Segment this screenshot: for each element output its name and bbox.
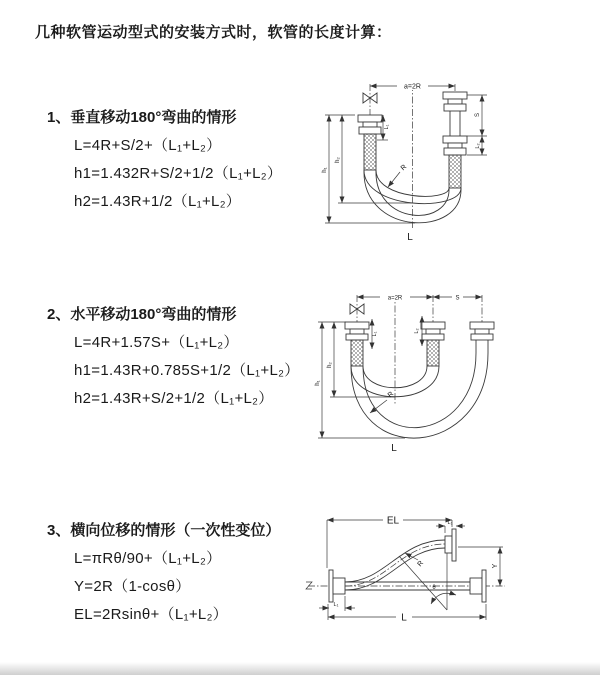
section-3-heading: 3、横向位移的情形（一次性变位）	[47, 522, 281, 539]
d2-label-r: R	[386, 390, 396, 400]
d1-label-h2: h₂	[335, 157, 341, 163]
left-flange	[329, 570, 345, 602]
page-bottom-edge	[0, 662, 600, 675]
d3-label-r: R	[416, 559, 426, 569]
formula-h1: h1=1.43R+0.785S+1/2（L₁+L₂）	[74, 362, 300, 379]
d1-label-l: L	[407, 232, 413, 243]
d2-label-s: S	[455, 295, 460, 302]
formula-h1: h1=1.432R+S/2+1/2（L₁+L₂）	[74, 165, 283, 182]
d2-label-l: L	[391, 443, 397, 454]
middle-hose-fitting	[421, 322, 445, 366]
formula-y: Y=2R（1-cosθ）	[74, 578, 191, 595]
formula-h2: h2=1.43R+S/2+1/2（L₁+L₂）	[74, 390, 274, 407]
formula-l: L=πRθ/90+（L₁+L₂）	[74, 550, 222, 567]
diagram-vertical-180-bend	[315, 70, 530, 254]
left-hose-fitting	[345, 322, 369, 366]
angle-construction	[399, 553, 456, 610]
d1-label-l1: L₁	[384, 124, 390, 130]
d3-label-el: EL	[386, 515, 400, 527]
d1-label-h1: h₁	[322, 167, 328, 173]
right-hose-fitting	[470, 322, 494, 353]
d3-label-l1-top: L₁	[447, 520, 453, 526]
diagram-horizontal-180-bend	[310, 283, 545, 461]
formula-h2: h2=1.43R+1/2（L₁+L₂）	[74, 193, 242, 210]
hose-curves	[351, 353, 488, 438]
diagram-vertical-180-bend-svg	[315, 70, 530, 254]
formula-l: L=4R+S/2+（L₁+L₂）	[74, 137, 222, 154]
page-title: 几种软管运动型式的安装方式时，软管的长度计算：	[35, 24, 392, 41]
d2-label-width: a=2R	[387, 295, 403, 302]
d1-label-width: a=2R	[404, 83, 421, 91]
diagram-horizontal-180-bend-svg	[310, 283, 545, 461]
curved-hose	[345, 529, 456, 590]
d3-label-l: L	[401, 612, 407, 624]
d1-label-l2: L₂	[475, 143, 481, 149]
d3-label-l1-bottom: L₁	[333, 602, 339, 608]
diagram-lateral-displacement	[300, 505, 515, 637]
d2-label-l1: L₁	[372, 331, 378, 337]
d1-label-r: R	[399, 163, 409, 173]
centerline-break-mark	[306, 582, 312, 589]
d3-label-theta: θ	[432, 585, 436, 591]
d2-label-l2: L₂	[414, 328, 420, 334]
d2-label-h1: h₁	[315, 380, 321, 386]
section-1-heading: 1、垂直移动180°弯曲的情形	[47, 109, 237, 126]
d1-label-s: S	[475, 112, 481, 118]
left-hose-fitting	[358, 115, 382, 170]
formula-l: L=4R+1.57S+（L₁+L₂）	[74, 334, 239, 351]
diagram-lateral-displacement-svg	[300, 505, 515, 637]
d3-label-y: Y	[492, 563, 499, 569]
right-hose-fitting	[443, 92, 467, 188]
formula-el: EL=2Rsinθ+（L₁+L₂）	[74, 606, 228, 623]
d2-label-h2: h₂	[327, 362, 333, 368]
section-2-heading: 2、水平移动180°弯曲的情形	[47, 306, 237, 323]
